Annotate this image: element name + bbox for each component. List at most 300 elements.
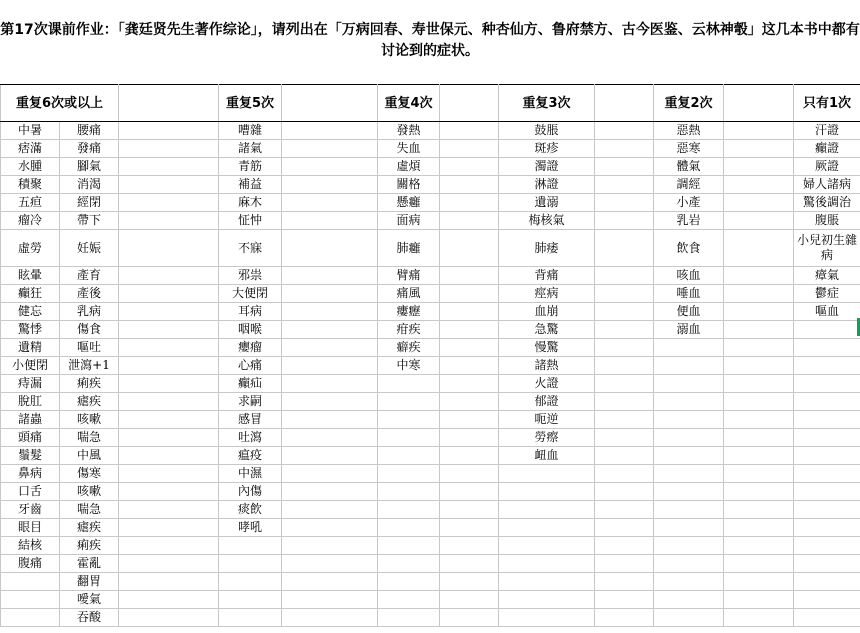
spacer-cell — [119, 267, 219, 285]
symptom-cell: 發痛 — [60, 140, 119, 158]
symptom-cell: 鬚髮 — [1, 447, 60, 465]
table-row — [1, 519, 860, 537]
spacer-cell — [724, 393, 794, 411]
symptom-cell: 消渴 — [60, 176, 119, 194]
symptom-cell — [499, 465, 595, 483]
symptom-cell: 五疸 — [1, 194, 60, 212]
spacer-cell — [724, 267, 794, 285]
spacer-cell — [724, 465, 794, 483]
table-row — [1, 230, 860, 267]
spacer-cell — [724, 321, 794, 339]
spacer-cell — [282, 501, 378, 519]
symptom-cell: 血崩 — [499, 303, 595, 321]
symptom-cell — [499, 537, 595, 555]
spacer-cell — [119, 285, 219, 303]
symptom-cell — [378, 609, 440, 627]
symptom-cell — [654, 483, 724, 501]
spacer-cell — [282, 609, 378, 627]
symptom-cell — [378, 429, 440, 447]
symptom-cell — [794, 555, 860, 573]
symptom-cell — [378, 447, 440, 465]
table-row — [1, 465, 860, 483]
spacer-cell — [119, 411, 219, 429]
spacer-cell — [595, 591, 654, 609]
symptom-cell: 翻胃 — [60, 573, 119, 591]
spacer-cell — [595, 85, 654, 122]
spacer-cell — [119, 483, 219, 501]
symptom-cell — [1, 609, 60, 627]
symptom-cell — [654, 519, 724, 537]
symptom-cell: 火證 — [499, 375, 595, 393]
spacer-cell — [282, 85, 378, 122]
symptom-cell — [378, 573, 440, 591]
spacer-cell — [440, 267, 499, 285]
spacer-cell — [724, 501, 794, 519]
symptom-cell — [794, 321, 860, 339]
spacer-cell — [119, 555, 219, 573]
symptom-cell — [219, 591, 282, 609]
spacer-cell — [282, 375, 378, 393]
spacer-cell — [724, 519, 794, 537]
spacer-cell — [119, 303, 219, 321]
symptom-cell: 感冒 — [219, 411, 282, 429]
spacer-cell — [595, 303, 654, 321]
spacer-cell — [119, 501, 219, 519]
symptom-cell — [794, 339, 860, 357]
spacer-cell — [595, 483, 654, 501]
symptom-cell — [1, 573, 60, 591]
spacer-cell — [595, 609, 654, 627]
spacer-cell — [119, 212, 219, 230]
symptom-cell — [378, 537, 440, 555]
symptom-cell: 咽喉 — [219, 321, 282, 339]
symptom-cell — [499, 591, 595, 609]
symptom-cell: 嘈雜 — [219, 122, 282, 140]
symptom-cell: 帶下 — [60, 212, 119, 230]
symptom-cell — [219, 555, 282, 573]
symptom-cell: 驚悸 — [1, 321, 60, 339]
spacer-cell — [724, 447, 794, 465]
table-row — [1, 303, 860, 321]
spacer-cell — [724, 303, 794, 321]
header-repeat-4: 重复4次 — [378, 85, 440, 122]
spacer-cell — [440, 375, 499, 393]
symptom-cell: 痢疾 — [60, 375, 119, 393]
symptom-cell: 結核 — [1, 537, 60, 555]
spacer-cell — [440, 176, 499, 194]
spacer-cell — [282, 573, 378, 591]
symptom-cell — [499, 501, 595, 519]
spacer-cell — [282, 321, 378, 339]
spacer-cell — [282, 267, 378, 285]
spacer-cell — [119, 519, 219, 537]
symptom-cell: 嘔血 — [794, 303, 860, 321]
spacer-cell — [595, 122, 654, 140]
symptom-cell: 產育 — [60, 267, 119, 285]
spacer-cell — [119, 591, 219, 609]
spacer-cell — [440, 393, 499, 411]
symptom-cell: 虛勞 — [1, 230, 60, 267]
symptom-cell: 中暑 — [1, 122, 60, 140]
spacer-cell — [724, 285, 794, 303]
symptom-cell: 諸蟲 — [1, 411, 60, 429]
spacer-cell — [119, 429, 219, 447]
symptom-cell: 泄瀉+1 — [60, 357, 119, 375]
symptom-cell — [794, 537, 860, 555]
symptom-cell: 遺精 — [1, 339, 60, 357]
symptom-cell: 肺癰 — [378, 230, 440, 267]
symptom-cell: 厥證 — [794, 158, 860, 176]
symptom-cell: 關格 — [378, 176, 440, 194]
spacer-cell — [440, 339, 499, 357]
symptom-cell: 吞酸 — [60, 609, 119, 627]
symptom-cell: 痢疾 — [60, 537, 119, 555]
table-header-row — [1, 85, 860, 122]
table-row — [1, 609, 860, 627]
spacer-cell — [440, 357, 499, 375]
symptom-cell — [794, 357, 860, 375]
spacer-cell — [440, 483, 499, 501]
symptom-cell: 咳嗽 — [60, 411, 119, 429]
symptom-cell: 諸熱 — [499, 357, 595, 375]
symptom-cell: 口舌 — [1, 483, 60, 501]
symptom-cell — [219, 609, 282, 627]
symptom-cell: 眩暈 — [1, 267, 60, 285]
symptom-cell — [654, 573, 724, 591]
spacer-cell — [595, 321, 654, 339]
spacer-cell — [724, 230, 794, 267]
symptom-cell — [654, 555, 724, 573]
symptom-cell: 發熱 — [378, 122, 440, 140]
table-row — [1, 321, 860, 339]
symptom-cell: 脫肛 — [1, 393, 60, 411]
symptom-cell: 鬱症 — [794, 285, 860, 303]
symptom-cell — [794, 483, 860, 501]
symptom-cell: 鼓脹 — [499, 122, 595, 140]
symptom-cell: 惡寒 — [654, 140, 724, 158]
symptom-cell — [654, 411, 724, 429]
spacer-cell — [282, 465, 378, 483]
spacer-cell — [595, 411, 654, 429]
symptom-cell — [794, 393, 860, 411]
spacer-cell — [440, 285, 499, 303]
spacer-cell — [724, 555, 794, 573]
symptom-cell — [499, 609, 595, 627]
symptom-cell: 瘧疾 — [60, 519, 119, 537]
symptom-cell — [794, 429, 860, 447]
table-row — [1, 411, 860, 429]
symptom-cell: 疳疾 — [378, 321, 440, 339]
spacer-cell — [282, 230, 378, 267]
symptom-cell — [654, 609, 724, 627]
spacer-cell — [724, 85, 794, 122]
symptom-cell: 腹脹 — [794, 212, 860, 230]
spacer-cell — [595, 176, 654, 194]
symptom-cell: 腰痛 — [60, 122, 119, 140]
symptom-cell: 慢驚 — [499, 339, 595, 357]
spacer-cell — [119, 393, 219, 411]
symptom-cell: 癲疝 — [219, 375, 282, 393]
symptom-cell: 喘急 — [60, 429, 119, 447]
symptom-cell — [499, 519, 595, 537]
symptom-cell — [378, 555, 440, 573]
spacer-cell — [119, 321, 219, 339]
symptom-cell: 郁證 — [499, 393, 595, 411]
symptom-cell — [654, 357, 724, 375]
symptom-cell: 小產 — [654, 194, 724, 212]
spacer-cell — [724, 537, 794, 555]
spacer-cell — [282, 447, 378, 465]
spacer-cell — [119, 357, 219, 375]
symptom-cell: 耳病 — [219, 303, 282, 321]
spacer-cell — [282, 339, 378, 357]
symptom-cell: 小兒初生雜病 — [794, 230, 860, 267]
spacer-cell — [595, 194, 654, 212]
spacer-cell — [282, 158, 378, 176]
symptom-cell: 中濕 — [219, 465, 282, 483]
table-row — [1, 285, 860, 303]
symptom-cell — [654, 537, 724, 555]
spacer-cell — [282, 555, 378, 573]
symptom-cell: 懸癰 — [378, 194, 440, 212]
symptom-cell: 溺血 — [654, 321, 724, 339]
spacer-cell — [282, 285, 378, 303]
spacer-cell — [282, 303, 378, 321]
symptom-cell: 吐瀉 — [219, 429, 282, 447]
symptom-cell: 頭痛 — [1, 429, 60, 447]
symptom-cell — [378, 519, 440, 537]
table-row — [1, 429, 860, 447]
symptom-cell: 婦人諸病 — [794, 176, 860, 194]
symptom-cell: 健忘 — [1, 303, 60, 321]
symptom-cell: 霍亂 — [60, 555, 119, 573]
symptom-cell: 經閉 — [60, 194, 119, 212]
spacer-cell — [282, 411, 378, 429]
spacer-cell — [282, 393, 378, 411]
symptom-cell: 調經 — [654, 176, 724, 194]
spacer-cell — [724, 411, 794, 429]
symptom-cell — [219, 573, 282, 591]
symptom-cell — [654, 591, 724, 609]
spacer-cell — [282, 122, 378, 140]
spacer-cell — [440, 411, 499, 429]
spacer-cell — [119, 176, 219, 194]
spacer-cell — [595, 465, 654, 483]
table-row — [1, 393, 860, 411]
symptom-cell — [794, 501, 860, 519]
spacer-cell — [440, 447, 499, 465]
spacer-cell — [724, 609, 794, 627]
spacer-cell — [595, 212, 654, 230]
spacer-cell — [282, 140, 378, 158]
spacer-cell — [119, 194, 219, 212]
symptom-cell: 乳病 — [60, 303, 119, 321]
spacer-cell — [119, 85, 219, 122]
symptom-cell — [378, 483, 440, 501]
symptom-cell: 中寒 — [378, 357, 440, 375]
symptom-cell — [654, 447, 724, 465]
spacer-cell — [440, 501, 499, 519]
symptom-cell: 體氣 — [654, 158, 724, 176]
symptom-cell — [794, 375, 860, 393]
symptom-cell: 心痛 — [219, 357, 282, 375]
symptom-cell — [654, 429, 724, 447]
symptom-cell: 背痛 — [499, 267, 595, 285]
symptom-cell: 臂痛 — [378, 267, 440, 285]
spacer-cell — [440, 122, 499, 140]
table-row — [1, 555, 860, 573]
symptom-cell: 痔漏 — [1, 375, 60, 393]
table-row — [1, 447, 860, 465]
symptom-cell — [499, 573, 595, 591]
spacer-cell — [119, 609, 219, 627]
symptom-cell: 唾血 — [654, 285, 724, 303]
symptom-cell — [794, 609, 860, 627]
symptom-cell: 青筋 — [219, 158, 282, 176]
symptom-cell: 勞瘵 — [499, 429, 595, 447]
spacer-cell — [119, 573, 219, 591]
symptom-cell: 瘻癧 — [378, 303, 440, 321]
symptom-cell — [794, 411, 860, 429]
spacer-cell — [595, 429, 654, 447]
table-row — [1, 591, 860, 609]
symptom-cell: 淋證 — [499, 176, 595, 194]
spacer-cell — [282, 483, 378, 501]
symptom-cell: 噯氣 — [60, 591, 119, 609]
symptom-cell — [378, 591, 440, 609]
symptom-cell — [219, 537, 282, 555]
symptom-cell: 痙病 — [499, 285, 595, 303]
spacer-cell — [440, 194, 499, 212]
symptom-cell: 小便閉 — [1, 357, 60, 375]
symptom-cell: 咳血 — [654, 267, 724, 285]
symptom-cell: 鼻病 — [1, 465, 60, 483]
symptom-cell: 虛煩 — [378, 158, 440, 176]
header-repeat-3: 重复3次 — [499, 85, 595, 122]
symptom-cell: 產後 — [60, 285, 119, 303]
symptom-cell: 喘急 — [60, 501, 119, 519]
symptom-cell: 乳岩 — [654, 212, 724, 230]
table-row — [1, 122, 860, 140]
spacer-cell — [282, 194, 378, 212]
symptom-cell: 痛風 — [378, 285, 440, 303]
spacer-cell — [595, 267, 654, 285]
spacer-cell — [595, 285, 654, 303]
symptom-cell: 瘧疾 — [60, 393, 119, 411]
spacer-cell — [440, 519, 499, 537]
spacer-cell — [595, 375, 654, 393]
spacer-cell — [440, 321, 499, 339]
symptom-cell: 補益 — [219, 176, 282, 194]
spacer-cell — [119, 140, 219, 158]
spacer-cell — [282, 591, 378, 609]
symptom-cell: 積聚 — [1, 176, 60, 194]
symptom-cell: 衄血 — [499, 447, 595, 465]
table-row — [1, 140, 860, 158]
spacer-cell — [282, 519, 378, 537]
spacer-cell — [119, 339, 219, 357]
spacer-cell — [119, 158, 219, 176]
symptom-cell: 驚後調治 — [794, 194, 860, 212]
table-row — [1, 375, 860, 393]
spacer-cell — [724, 375, 794, 393]
spacer-cell — [595, 140, 654, 158]
table-row — [1, 537, 860, 555]
symptom-cell — [378, 411, 440, 429]
symptom-cell: 麻木 — [219, 194, 282, 212]
symptom-cell — [654, 465, 724, 483]
spacer-cell — [440, 537, 499, 555]
table-row — [1, 267, 860, 285]
spacer-cell — [119, 465, 219, 483]
symptom-cell — [654, 339, 724, 357]
spacer-cell — [440, 230, 499, 267]
symptom-cell: 惡熱 — [654, 122, 724, 140]
symptom-cell: 癭瘤 — [219, 339, 282, 357]
table-row — [1, 357, 860, 375]
symptom-cell: 求嗣 — [219, 393, 282, 411]
symptom-cell: 妊娠 — [60, 230, 119, 267]
spacer-cell — [440, 140, 499, 158]
spacer-cell — [595, 555, 654, 573]
spacer-cell — [440, 465, 499, 483]
spacer-cell — [595, 357, 654, 375]
symptom-cell — [1, 591, 60, 609]
spacer-cell — [440, 429, 499, 447]
table-row — [1, 194, 860, 212]
symptom-cell — [378, 465, 440, 483]
symptom-cell: 癲狂 — [1, 285, 60, 303]
spacer-cell — [282, 429, 378, 447]
spacer-cell — [724, 140, 794, 158]
spacer-cell — [595, 519, 654, 537]
spacer-cell — [595, 158, 654, 176]
table-row — [1, 501, 860, 519]
spacer-cell — [440, 573, 499, 591]
spacer-cell — [440, 158, 499, 176]
spacer-cell — [595, 339, 654, 357]
symptom-cell: 咳嗽 — [60, 483, 119, 501]
spacer-cell — [724, 158, 794, 176]
header-repeat-2: 重复2次 — [654, 85, 724, 122]
spacer-cell — [282, 176, 378, 194]
symptom-cell: 中風 — [60, 447, 119, 465]
symptom-cell: 內傷 — [219, 483, 282, 501]
spacer-cell — [119, 537, 219, 555]
symptom-cell: 失血 — [378, 140, 440, 158]
table-row — [1, 176, 860, 194]
symptom-cell: 水腫 — [1, 158, 60, 176]
symptom-cell: 大便閉 — [219, 285, 282, 303]
symptom-cell: 飲食 — [654, 230, 724, 267]
table-row — [1, 158, 860, 176]
symptom-cell: 急驚 — [499, 321, 595, 339]
spacer-cell — [282, 357, 378, 375]
spacer-cell — [595, 501, 654, 519]
symptom-cell: 腳氣 — [60, 158, 119, 176]
symptom-cell: 瘟疫 — [219, 447, 282, 465]
symptom-cell: 傷食 — [60, 321, 119, 339]
symptom-cell — [654, 501, 724, 519]
symptom-cell: 斑疹 — [499, 140, 595, 158]
symptom-cell: 痞滿 — [1, 140, 60, 158]
spacer-cell — [119, 122, 219, 140]
spacer-cell — [119, 375, 219, 393]
symptom-cell: 梅核氣 — [499, 212, 595, 230]
assignment-title: 第17次课前作业：「龚廷贤先生著作综论」，请列出在「万病回春、寿世保元、种杏仙方、鲁府禁方、古今医鉴、云林神彀」这几本书中都有讨论到的症状。 — [0, 22, 860, 59]
spacer-cell — [440, 555, 499, 573]
symptom-cell: 諸氣 — [219, 140, 282, 158]
